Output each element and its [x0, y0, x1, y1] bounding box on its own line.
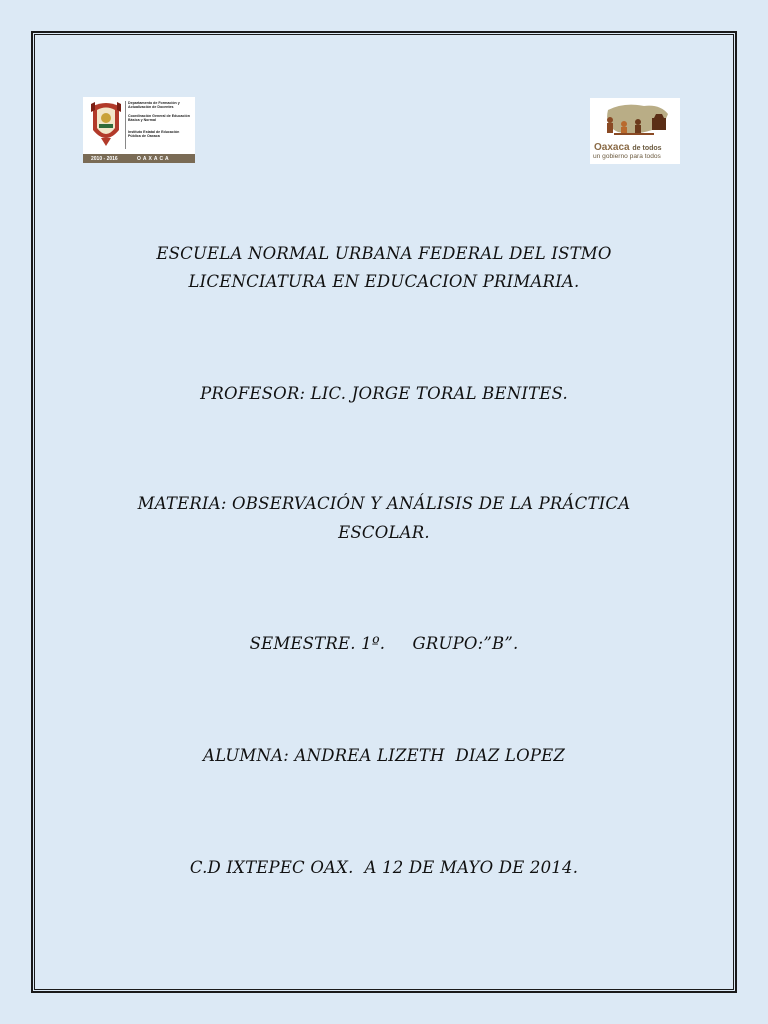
logo-text-line: Departamento de Formación y Actualización de Docentes [128, 101, 180, 110]
oaxaca-map-figures-icon [594, 100, 676, 142]
logo-footer-bar [83, 154, 195, 163]
oaxaca-coat-of-arms-icon [89, 100, 123, 148]
government-logo [590, 98, 680, 164]
degree-program: LICENCIATURA EN EDUCACION PRIMARIA. [188, 272, 580, 291]
government-brand [594, 142, 662, 153]
student-line: ALUMNA: ANDREA LIZETH DIAZ LOPEZ [202, 746, 566, 765]
logo-text-line: Instituto Estatal de Educación Pública de Oaxaca [128, 130, 180, 139]
place-date-line: C.D IXTEPEC OAX. A 12 DE MAYO DE 2014. [189, 858, 579, 877]
brand-name: Oaxaca [594, 142, 630, 153]
logo-state: OAXACA [137, 155, 171, 162]
institution-logo [83, 97, 195, 163]
logo-text-line: Coordinación General de Educación Básica y Normal [128, 114, 190, 123]
logo-years: 2010 - 2016 [91, 155, 118, 162]
school-name: ESCUELA NORMAL URBANA FEDERAL DEL ISTMO [156, 244, 612, 263]
semester-group-line: SEMESTRE. 1º. GRUPO:”B”. [249, 634, 519, 653]
professor-line: PROFESOR: LIC. JORGE TORAL BENITES. [200, 384, 568, 403]
brand-suffix: de todos [632, 145, 662, 152]
government-tagline: un gobierno para todos [593, 153, 661, 160]
logo-divider [125, 101, 126, 149]
subject-line: MATERIA: OBSERVACIÓN Y ANÁLISIS DE LA PRÁCTICA [137, 494, 631, 513]
subject-line-continued: ESCOLAR. [338, 523, 430, 542]
